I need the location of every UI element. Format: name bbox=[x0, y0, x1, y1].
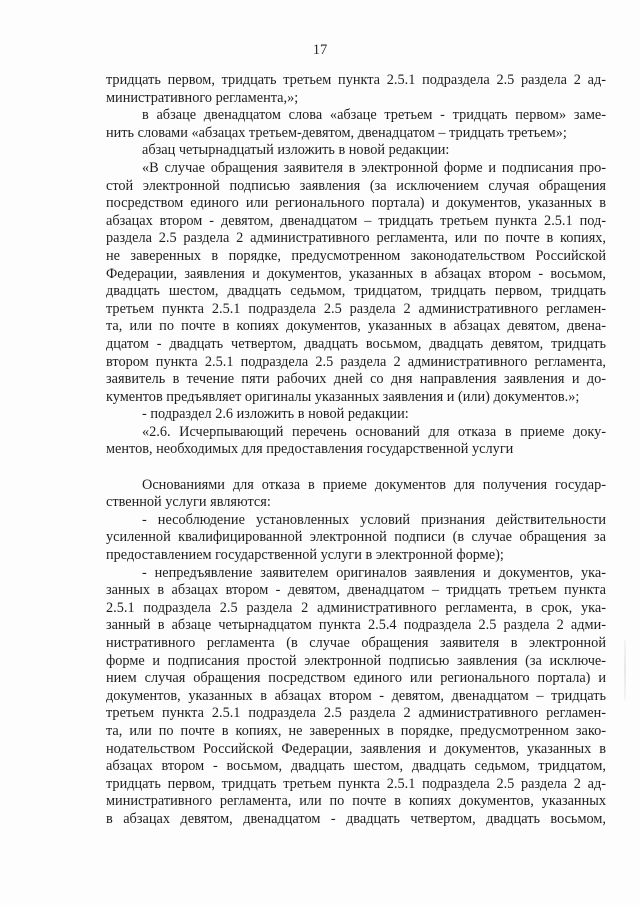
text-line: раздела 2.5 раздела 2 административного регламента, или по почте в копиях, bbox=[106, 230, 606, 247]
text-line: дцатом - двадцать четвертом, двадцать восьмом, двадцать девятом, тридцать bbox=[106, 335, 606, 352]
text-line: «2.6. Исчерпывающий перечень оснований для отказа в приеме доку- bbox=[142, 423, 606, 440]
text-line: - непредъявление заявителем оригиналов заявления и документов, ука- bbox=[142, 564, 606, 581]
text-line: занных в абзацах втором - девятом, двенадцатом – тридцать третьем пункта bbox=[106, 582, 606, 599]
text-line: та, или по почте в копиях, не заверенных в порядке, предусмотренном зако- bbox=[106, 722, 606, 739]
text-line: нить словами «абзацах третьем-девятом, двенадцатом – тридцать третьем»; bbox=[106, 124, 567, 141]
text-line: ственной услуги являются: bbox=[106, 494, 271, 511]
text-line: кументов предъявляет оригиналы указанных заявления и (или) документов.»; bbox=[106, 388, 580, 405]
text-line: тридцать первом, тридцать третьем пункта 2.5.1 подраздела 2.5 раздела 2 ад- bbox=[106, 72, 606, 88]
text-line: двадцать шестом, двадцать седьмом, тридцатом, тридцать первом, тридцать bbox=[106, 283, 606, 300]
text-line: усиленной квалифицированной электронной подписи (в случае обращения за bbox=[106, 529, 606, 546]
text-line: абзац четырнадцатый изложить в новой редакции: bbox=[142, 142, 450, 159]
text-line: не заверенных в порядке, предусмотренном законодательством Российской bbox=[106, 247, 606, 264]
text-line: нодательством Российской Федерации, заявления и документов, указанных в bbox=[106, 740, 606, 757]
text-line: форме и подписания простой электронной подписью заявления (за исключе- bbox=[106, 652, 606, 669]
text-line: в абзацах девятом, двенадцатом - двадцать четвертом, двадцать восьмом, bbox=[106, 810, 606, 827]
text-line: абзацах втором - восьмом, двадцать шестом, двадцать седьмом, тридцатом, bbox=[106, 758, 606, 775]
text-line: «В случае обращения заявителя в электронной форме и подписания про- bbox=[142, 159, 606, 176]
page-number: 17 bbox=[312, 42, 328, 58]
text-line: - несоблюдение установленных условий признания действительности bbox=[142, 511, 606, 528]
text-line: - подраздел 2.6 изложить в новой редакции: bbox=[142, 406, 409, 423]
text-line: стой электронной подписью заявления (за исключением случая обращения bbox=[106, 177, 606, 194]
text-line: нием случая обращения посредством единого или регионального портала) и bbox=[106, 670, 606, 687]
text-line: абзацах втором - девятом, двенадцатом – тридцать третьем пункта 2.5.1 под- bbox=[106, 212, 606, 229]
text-line: министративного регламента,»; bbox=[106, 89, 299, 106]
text-line: 2.5.1 подраздела 2.5 раздела 2 административного регламента, в срок, ука- bbox=[106, 599, 606, 616]
scan-artifact bbox=[624, 640, 626, 700]
text-line: третьем пункта 2.5.1 подраздела 2.5 раздела 2 административного регламен- bbox=[106, 705, 606, 722]
text-line: тридцать первом, тридцать третьем пункта 2.5.1 подраздела 2.5 раздела 2 ад- bbox=[106, 775, 606, 792]
text-line: в абзаце двенадцатом слова «абзаце третьем - тридцать первом» заме- bbox=[142, 107, 606, 124]
paragraph-gap bbox=[106, 459, 606, 477]
text-line: заявитель в течение пяти рабочих дней со дня направления заявления и до- bbox=[106, 371, 606, 388]
text-line: Федерации, заявления и документов, указанных в абзацах втором - восьмом, bbox=[106, 265, 606, 282]
text-line: посредством единого или регионального портала) и документов, указанных в bbox=[106, 195, 606, 212]
document-body bbox=[106, 72, 606, 829]
text-line: занный в абзаце четырнадцатом пункта 2.5.4 подраздела 2.5 раздела 2 адми- bbox=[106, 617, 606, 634]
text-line: та, или по почте в копиях документов, указанных в абзацах девятом, двена- bbox=[106, 318, 606, 335]
text-line: предоставлением государственной услуги в электронной форме); bbox=[106, 547, 504, 564]
text-line: министративного регламента, или по почте в копиях документов, указанных bbox=[106, 793, 606, 810]
text-line: третьем пункта 2.5.1 подраздела 2.5 раздела 2 административного регламен- bbox=[106, 300, 606, 317]
text-line: ментов, необходимых для предоставления государственной услуги bbox=[106, 441, 514, 458]
text-line: втором пункта 2.5.1 подраздела 2.5 раздела 2 административного регламента, bbox=[106, 353, 606, 370]
text-line: документов, указанных в абзацах втором - девятом, двенадцатом – тридцать bbox=[106, 687, 606, 704]
text-line: нистративного регламента (в случае обращения заявителя в электронной bbox=[106, 635, 606, 651]
text-line: Основаниями для отказа в приеме документов для получения государ- bbox=[142, 476, 606, 493]
